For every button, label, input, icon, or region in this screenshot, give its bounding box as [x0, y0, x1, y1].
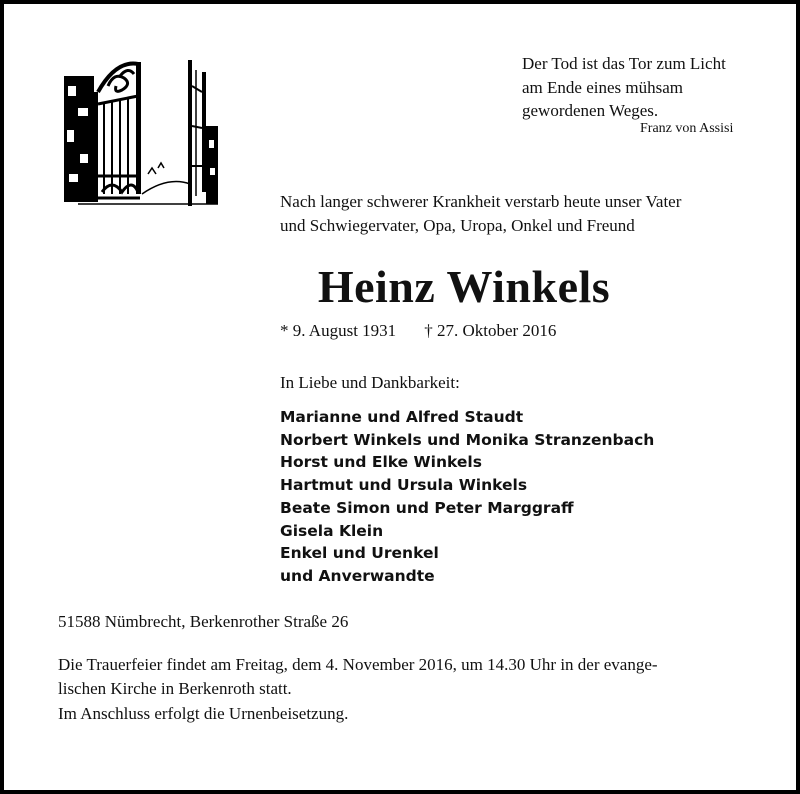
- deceased-name: Heinz Winkels: [317, 261, 611, 312]
- open-gate-icon: [58, 56, 220, 208]
- list-item: und Anverwandte: [280, 566, 435, 585]
- list-item: Enkel und Urenkel: [280, 544, 439, 563]
- service-line: lischen Kirche in Berkenroth statt.: [58, 678, 292, 698]
- list-item: Hartmut und Ursula Winkels: [280, 476, 528, 495]
- intro-text: [280, 190, 681, 237]
- list-item: Horst und Elke Winkels: [280, 453, 482, 472]
- life-dates: [280, 321, 556, 341]
- quote: [522, 52, 726, 123]
- address: 51588 Nümbrecht, Berkenrother Straße 26: [58, 612, 349, 631]
- intro-line: Nach langer schwerer Krankheit verstarb heute unser Vater: [280, 192, 682, 211]
- quote-line: Der Tod ist das Tor zum Licht: [522, 54, 726, 73]
- intro-line: und Schwiegervater, Opa, Uropa, Onkel und Freund: [280, 215, 635, 235]
- list-item: Norbert Winkels und Monika Stranzenbach: [280, 430, 655, 449]
- farewell-heading: In Liebe und Dankbarkeit:: [280, 373, 460, 392]
- quote-line: am Ende eines mühsam: [522, 77, 683, 97]
- list-item: Beate Simon und Peter Marggraff: [280, 498, 574, 517]
- birth-date: * 9. August 1931: [280, 321, 397, 340]
- urn-burial-info: Im Anschluss erfolgt die Urnenbeisetzung.: [58, 704, 349, 723]
- mourners-list: [280, 406, 654, 588]
- service-info: [58, 653, 750, 700]
- service-line: Die Trauerfeier findet am Freitag, dem 4. November 2016, um 14.30 Uhr in der evange-: [58, 655, 658, 674]
- list-item: Gisela Klein: [280, 521, 384, 540]
- quote-author: Franz von Assisi: [640, 121, 734, 136]
- quote-line: gewordenen Weges.: [522, 101, 659, 120]
- death-date: † 27. Oktober 2016: [424, 321, 557, 340]
- list-item: Marianne und Alfred Staudt: [280, 408, 524, 426]
